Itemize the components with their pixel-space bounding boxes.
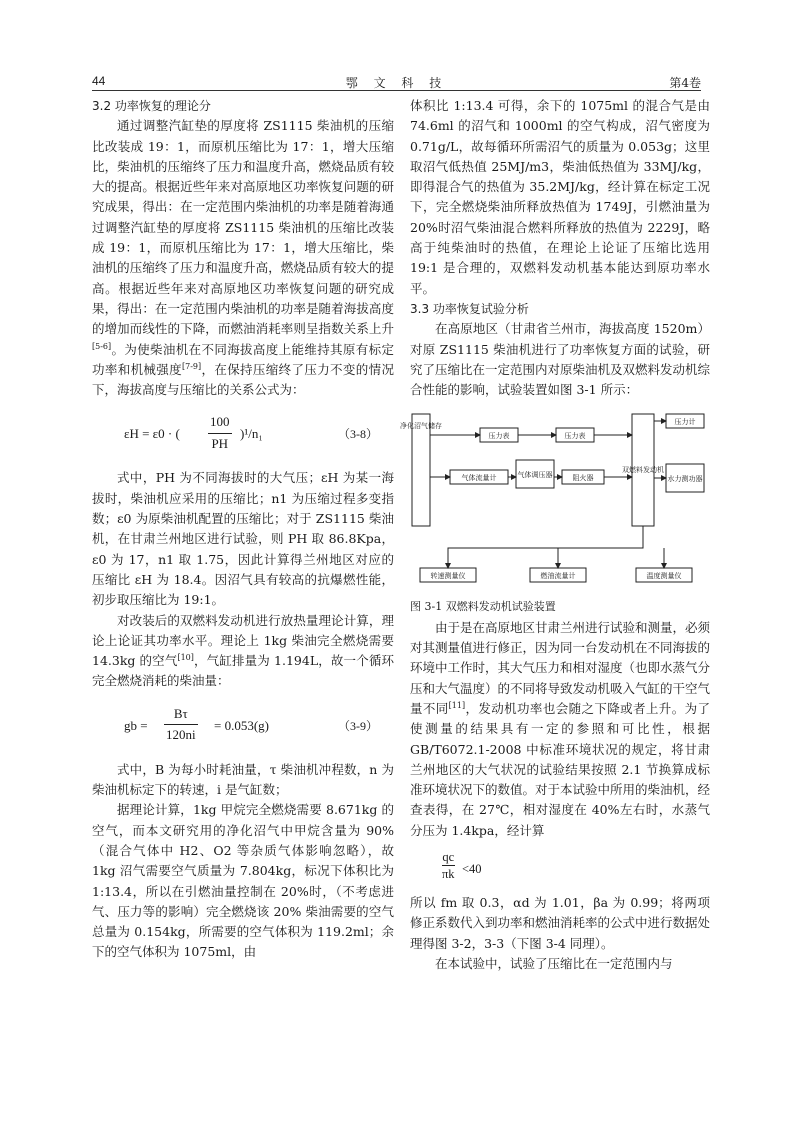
- citation: [10]: [177, 652, 194, 662]
- left-column: [92, 96, 394, 963]
- paragraph-text: 。为使柴油机在不同海拔高度上能维持其原有标定功率和机械强度: [92, 341, 394, 377]
- label-purify: 净化沼气储存: [400, 422, 442, 431]
- figure-3-1: [400, 408, 710, 593]
- fraction-denominator: 120ni: [166, 727, 196, 743]
- fraction-numerator: qc: [442, 850, 455, 865]
- inequality-rhs: <40: [462, 862, 482, 877]
- paragraph: 所以 fm 取 0.3，αd 为 1.01，βa 为 0.99；将两项修正系数代入到功率和燃油消耗率的公式中进行数据处理得图 3-2，3-3（下图 3-4 同理）。: [410, 895, 711, 951]
- running-header: [92, 72, 701, 91]
- inequality-fraction: [442, 849, 455, 882]
- box-purify: [412, 414, 430, 526]
- paragraph-text: ，在保持压缩终了压力不变的情况下，海拔高度与压缩比的关系公式为：: [92, 361, 394, 398]
- paragraph-text: 通过调整汽缸垫的厚度将 ZS1115 柴油机的压缩比改装成 19：1，而原机压缩比为 17：1，增大压缩比，柴油机的压缩终了压力和温度升高，燃烧品质有较大的提高。根据近些年来对高原地区功率恢复问题的研究成果，得出：在一定范围内柴油机的功率是随着海通过调整汽缸垫的厚度将 ZS1115 柴油机的压缩比改装成 19：1，而原机压缩比为 17：1，增大压缩比，柴油机的压缩终了压力和温度升高，燃烧品质有较大的提高。根据近些年来对高原地区功率恢复问题的研究成果，得出：在一定范围内柴油机的功率是随着海拔高度的增加而线性的下降，而燃油消耗率则呈指数关系上升: [92, 118, 394, 337]
- equation-lhs: εH = ε0 · (: [124, 426, 180, 442]
- paragraph: [92, 611, 394, 692]
- section-heading-3-3: 3.3 功率恢复试验分析: [410, 301, 529, 316]
- paragraph-text: 由于是在高原地区甘肃兰州进行试验和测量，必须对其测量值进行修正，因为同一台发动机在不同海拔的环境中工作时，其大气压力和相对湿度（也即水蒸气分压和大气温度）的不同将导致发动机吸入气缸的干空气量不同: [410, 619, 711, 716]
- paragraph-text: ，发动机功率也会随之下降或者上升。为了使测量的结果具有一定的参照和可比性，根据 GB/T6072.1-2008 中标准环境状况的规定，将甘肃兰州地区的大气状况的试验结果按照 2.1 节换算成标准环境状况下的数值。对于本试验中所用的柴油机，经查表得，在 27℃，相对湿度在 40%左右时，水蒸气分压为 1.4kpa，经计算: [410, 700, 711, 838]
- paragraph: 在高原地区（甘肃省兰州市，海拔高度 1520m）对原 ZS1115 柴油机进行了功率恢复方面的试验，研究了压缩比在一定范围内对原柴油机及双燃料发动机综合性能的影响，试验装置如图 3-1 所示：: [410, 321, 711, 398]
- equation-3-8: [92, 408, 394, 460]
- citation: [5-6]: [92, 341, 112, 351]
- equation-fraction: [164, 704, 198, 746]
- equation-exponent: )¹/n₁: [240, 426, 263, 442]
- fraction-numerator: 100: [208, 412, 232, 433]
- fraction-numerator: Bτ: [164, 704, 198, 725]
- paragraph-text: 对改装后的双燃料发动机进行放热量理论计算，理论上论证其功率水平。理论上 1kg 柴油完全燃烧需要 14.3kg 的空气: [92, 612, 394, 669]
- equation-fraction: [208, 412, 232, 454]
- fraction-denominator: πk: [442, 867, 455, 882]
- paragraph: 式中，B 为每小时耗油量，τ 柴油机冲程数，n 为柴油机标定下的转速，i 是气缸数；: [92, 761, 394, 798]
- label-dyno: 水力测功器: [667, 475, 703, 484]
- label-flame: 阻火器: [572, 474, 594, 483]
- paragraph-text: ，气缸排量为 1.194L，故一个循环完全燃烧消耗的柴油量：: [92, 653, 394, 689]
- equation-number: （3-9）: [338, 718, 378, 733]
- equation-rhs: = 0.053(g): [214, 717, 269, 733]
- paragraph: [92, 116, 394, 400]
- inequality: [410, 847, 710, 887]
- paragraph: 体积比 1:13.4 可得，余下的 1075ml 的混合气是由 74.6ml 的沼气和 1000ml 的空气构成，沼气密度为 0.71g/L，故每循环所需沼气的质量为 0.053g；这里取沼气低热值 25MJ/m3，柴油低热值为 33MJ/kg，即得混合气的热值为 35.2MJ/kg，经计算在标定工况下，完全燃烧柴油所释放热值为 1749J，引燃油量为 20%时沼气柴油混合燃料所释放的热值为 2229J，略高于纯柴油时的热值，在理论上论证了压缩比选用 19:1 是合理的，双燃料发动机基本能达到原功率水平。: [410, 98, 710, 296]
- paragraph: 在本试验中，试验了压缩比在一定范围内与: [435, 955, 673, 971]
- label-temp: 温度测量仪: [646, 572, 682, 581]
- paragraph: [410, 618, 710, 841]
- citation: [11]: [448, 700, 466, 710]
- equation-number: （3-8）: [338, 427, 378, 442]
- label-regulator: 气体调压器: [517, 471, 553, 480]
- right-column: [400, 96, 711, 974]
- label-flow: 气体流量计: [461, 474, 497, 483]
- label-pressure1: 压力表: [488, 432, 510, 441]
- label-fuel: 燃油流量计: [540, 572, 576, 581]
- paragraph: 据理论计算，1kg 甲烷完全燃烧需要 8.671kg 的空气，而本文研究用的净化沼气中甲烷含量为 90%（混合气体中 H2、O2 等杂质气体影响忽略），故 1kg 沼气需要空气质量为 7.804kg，标况下体积比为 1:13.4，所以在引燃油量控制在 20%时，（不考虑进气、压力等的影响）完全燃烧该 20% 柴油需要的空气总量为 0.154kg，所需要的空气体积为 119.2ml；余下的空气体积为 1075ml，由: [92, 802, 394, 960]
- paragraph: 式中，PH 为不同海拔时的大气压；εH 为某一海拔时，柴油机应采用的压缩比；n1 为压缩过程多变指数；ε0 为原柴油机配置的压缩比；对于 ZS1115 柴油机，在甘肃兰州地区进行试验，则 PH 取 86.8Kpa，ε0 为 17，n1 取 1.75，因此计算得兰州地区对应的压缩比 εH 为 18.4。因沼气具有较高的抗爆燃性能，初步取压缩比为 19:1。: [92, 470, 394, 608]
- equation-lhs: gb =: [124, 717, 148, 733]
- equation-3-9: [92, 700, 394, 752]
- page-number: 44: [92, 74, 106, 88]
- figure-caption: 图 3-1 双燃料发动机试验装置: [410, 600, 556, 614]
- section-heading-3-2: 3.2 功率恢复的理论分: [92, 99, 211, 113]
- fraction-denominator: PH: [211, 435, 229, 451]
- label-engine: 双燃料发动机: [622, 466, 664, 475]
- label-pressure-gauge: 压力计: [674, 418, 696, 427]
- label-speed: 转速测量仪: [430, 572, 466, 581]
- test-setup-diagram: [400, 408, 710, 593]
- label-pressure2: 压力表: [564, 432, 586, 441]
- volume-label: 第4卷: [669, 76, 701, 90]
- citation: [7-9]: [182, 361, 202, 371]
- journal-name: 鄂 文 科 技: [345, 76, 448, 90]
